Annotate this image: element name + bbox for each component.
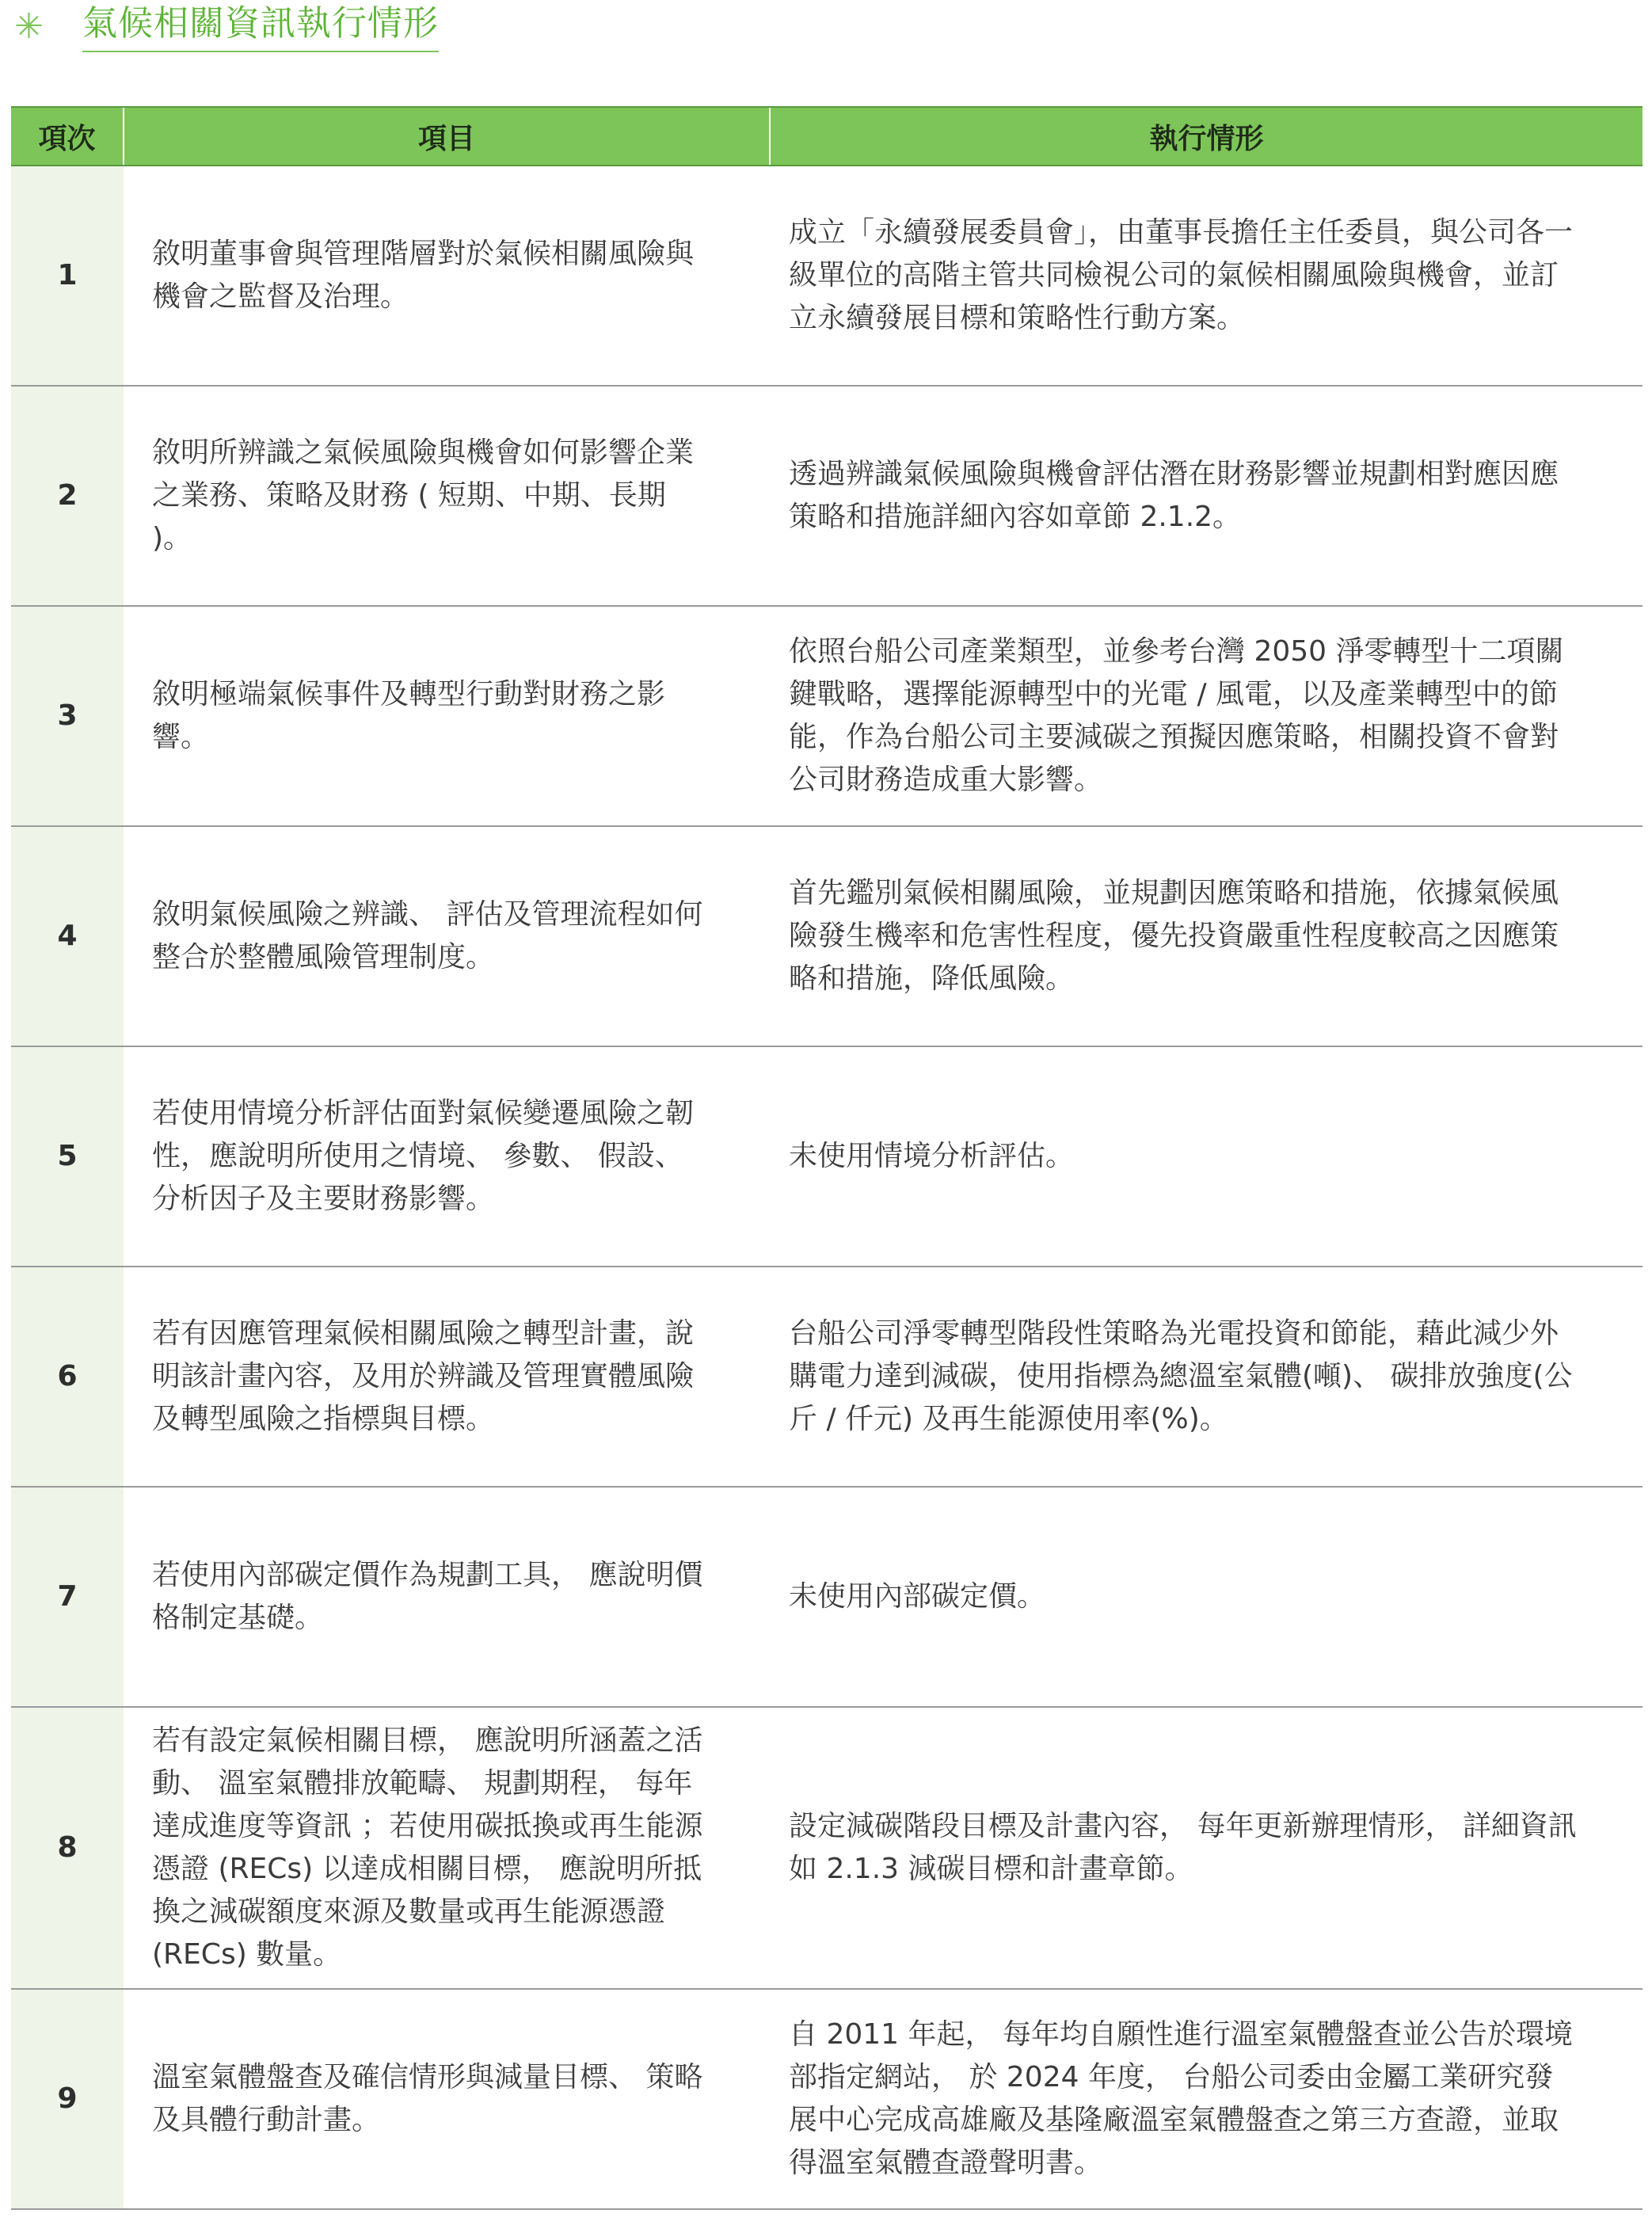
table-row xyxy=(11,386,1642,606)
page-title: 氣候相關資訊執行情形 xyxy=(82,3,439,44)
row-number: 2 xyxy=(11,386,124,606)
asterisk-icon: ✳ xyxy=(14,6,44,47)
row-status: 成立「永續發展委員會」，由董事長擔任主任委員，與公司各一級單位的高階主管共同檢視公司的氣候相關風險與機會，並訂立永續發展目標和策略性行動方案。 xyxy=(770,166,1642,386)
disclosure-table xyxy=(11,106,1642,2210)
title-underline xyxy=(82,2,439,52)
row-item: 若有設定氣候相關目標， 應說明所涵蓋之活動、 溫室氣體排放範疇、 規劃期程， 每年達成進度等資訊 ；若使用碳抵換或再生能源憑證 (RECs) 以達成相關目標， 應說明所抵換之減碳額度來源及數量或再生能源憑證 (RECs) 數量。 xyxy=(124,1707,770,1989)
row-number: 7 xyxy=(11,1487,124,1707)
row-status: 透過辨識氣候風險與機會評估潛在財務影響並規劃相對應因應策略和措施詳細內容如章節 2.1.2。 xyxy=(770,386,1642,606)
row-status: 自 2011 年起， 每年均自願性進行溫室氣體盤查並公告於環境部指定網站， 於 2024 年度， 台船公司委由金屬工業研究發展中心完成高雄廠及基隆廠溫室氣體盤查之第三方查證，並取得溫室氣體查證聲明書。 xyxy=(770,1989,1642,2209)
row-item: 若使用情境分析評估面對氣候變遷風險之韌性，應說明所使用之情境、 參數、 假設、分析因子及主要財務影響。 xyxy=(124,1046,770,1267)
table-row xyxy=(11,606,1642,826)
row-number: 8 xyxy=(11,1707,124,1989)
row-number: 4 xyxy=(11,826,124,1046)
row-item: 敘明所辨識之氣候風險與機會如何影響企業之業務、策略及財務 ( 短期、中期、長期 )。 xyxy=(124,386,770,606)
header-item: 項目 xyxy=(124,107,770,166)
row-item: 敘明極端氣候事件及轉型行動對財務之影響。 xyxy=(124,606,770,826)
row-item: 敘明董事會與管理階層對於氣候相關風險與機會之監督及治理。 xyxy=(124,166,770,386)
table-row xyxy=(11,1989,1642,2209)
row-status: 未使用內部碳定價。 xyxy=(770,1487,1642,1707)
table-row xyxy=(11,166,1642,386)
table-header-row xyxy=(11,107,1642,166)
table-row xyxy=(11,1707,1642,1989)
row-status: 首先鑑別氣候相關風險，並規劃因應策略和措施，依據氣候風險發生機率和危害性程度，優先投資嚴重性程度較高之因應策略和措施，降低風險。 xyxy=(770,826,1642,1046)
row-status: 台船公司淨零轉型階段性策略為光電投資和節能，藉此減少外購電力達到減碳，使用指標為總溫室氣體(噸)、 碳排放強度(公斤 / 仟元) 及再生能源使用率(%)。 xyxy=(770,1267,1642,1487)
table-row xyxy=(11,826,1642,1046)
table-row xyxy=(11,1487,1642,1707)
table-row xyxy=(11,1267,1642,1487)
row-number: 1 xyxy=(11,166,124,386)
section-heading xyxy=(14,0,439,54)
row-item: 溫室氣體盤查及確信情形與減量目標、 策略及具體行動計畫。 xyxy=(124,1989,770,2209)
row-item: 敘明氣候風險之辨識、 評估及管理流程如何整合於整體風險管理制度。 xyxy=(124,826,770,1046)
row-status: 依照台船公司產業類型，並參考台灣 2050 淨零轉型十二項關鍵戰略，選擇能源轉型中的光電 / 風電，以及產業轉型中的節能，作為台船公司主要減碳之預擬因應策略，相關投資不會對公司財務造成重大影響。 xyxy=(770,606,1642,826)
header-status: 執行情形 xyxy=(770,107,1642,166)
row-item: 若有因應管理氣候相關風險之轉型計畫，說明該計畫內容，及用於辨識及管理實體風險及轉型風險之指標與目標。 xyxy=(124,1267,770,1487)
row-status: 未使用情境分析評估。 xyxy=(770,1046,1642,1267)
header-no: 項次 xyxy=(11,107,124,166)
row-item: 若使用內部碳定價作為規劃工具， 應說明價格制定基礎。 xyxy=(124,1487,770,1707)
table-row xyxy=(11,1046,1642,1267)
row-number: 9 xyxy=(11,1989,124,2209)
row-number: 6 xyxy=(11,1267,124,1487)
row-number: 5 xyxy=(11,1046,124,1267)
row-number: 3 xyxy=(11,606,124,826)
row-status: 設定減碳階段目標及計畫內容， 每年更新辦理情形， 詳細資訊如 2.1.3 減碳目標和計畫章節。 xyxy=(770,1707,1642,1989)
